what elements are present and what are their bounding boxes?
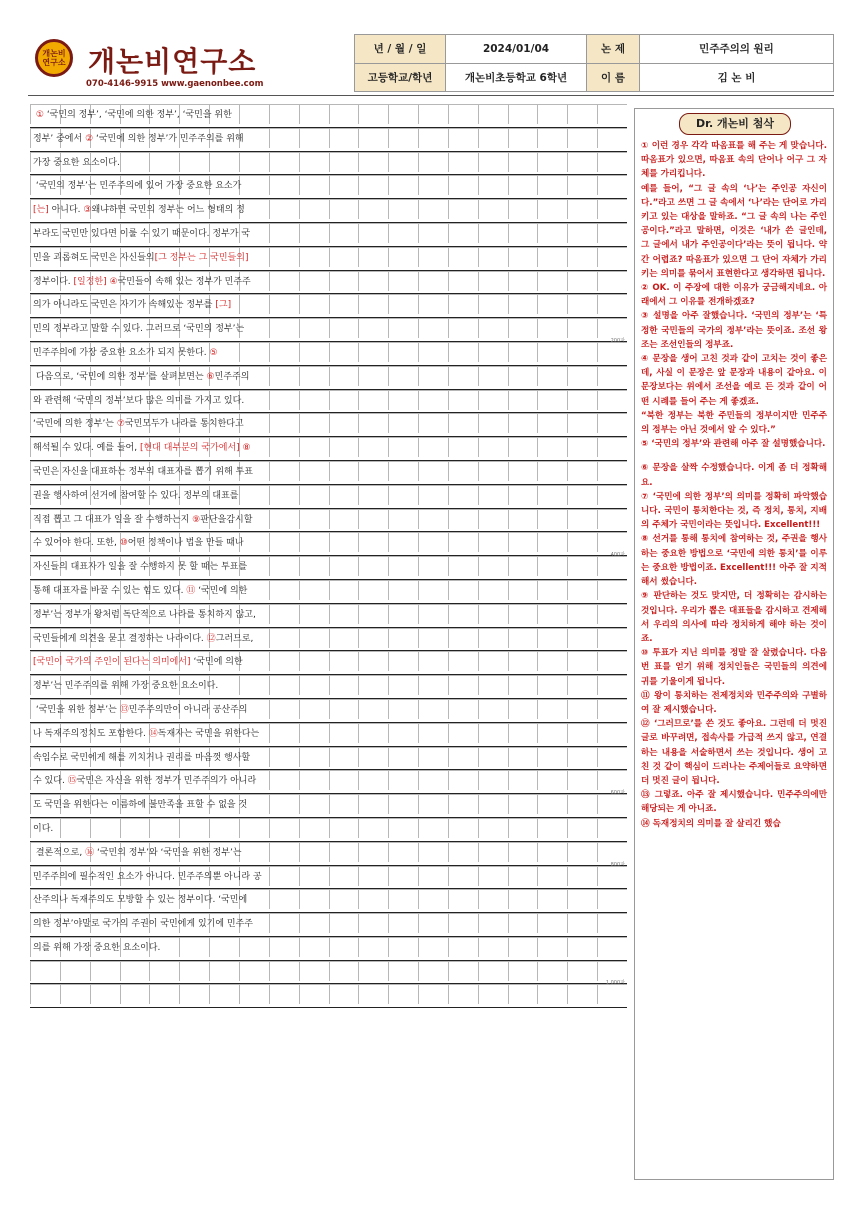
essay-line: 국민은 자신을 대표하는 정부의 대표자를 뽑기 위해 투표 — [33, 466, 253, 477]
grid-cell — [567, 961, 597, 981]
comment-item: ① 이런 경우 각각 따옴표를 해 주는 게 맞습니다. 따옴표가 있으면, 따옴표 속의 단어나 어구 그 자체를 가리킵니다. — [641, 141, 827, 180]
manuscript-grid — [30, 104, 627, 1008]
grid-row — [30, 294, 627, 318]
grid-cell — [537, 961, 567, 981]
comment-item: “북한 정부는 북한 주민들의 정부이지만 민주주의 정부는 아닌 것에서 알 수 있다.” — [641, 410, 827, 436]
comment-item: ⑩ 투표가 지닌 의미를 정말 잘 살렸습니다. 다음 번 표를 얻기 위해 정치인들은 국민들의 의견에 귀를 기울이게 됩니다. — [641, 648, 827, 687]
logo-badge — [35, 39, 73, 77]
grid-row — [30, 861, 627, 890]
grid-row — [30, 937, 627, 961]
grid-cell — [358, 961, 388, 981]
char-counter: 1,000자 — [605, 980, 625, 987]
essay-line: 도 국민을 위한다는 이름하에 불만족을 표할 수 없을 것 — [33, 800, 248, 811]
comment-item: ⑥ 문장을 살짝 수정했습니다. 이게 좀 더 정확해요. — [641, 463, 827, 488]
grid-cell — [478, 984, 508, 1004]
essay-line: 민주주의에 가장 중요한 요소가 되지 못한다. ⑤ — [33, 347, 218, 358]
grid-cell — [120, 984, 150, 1004]
essay-line: 해석될 수 있다. 예를 들어, [현대 대부분의 국가에서] ⑧ — [33, 443, 251, 454]
grid-row — [30, 604, 627, 628]
grid-row — [30, 104, 627, 128]
essay-line: 정부’는 정부가 왕처럼 독단적으로 나라를 통치하지 않고, — [33, 609, 256, 620]
essay-line: 수 있어야 한다. 또한, ⑩어떤 정책이나 법을 만들 때나 — [33, 538, 244, 549]
grid-row — [30, 337, 627, 366]
essay-line: 민을 괴롭혀도 국민은 자신들의[그 정부는 그 국민들의] — [33, 252, 249, 263]
grid-row — [30, 552, 627, 580]
essay-line: 국민들에게 의견을 묻고 결정하는 나라이다. ⑫그러므로, — [33, 633, 254, 644]
grid-cell — [149, 984, 179, 1004]
essay-line: 나 독재주의정치도 포함한다. ⑭독재자는 국민을 위한다는 — [33, 728, 260, 739]
grid-row — [30, 318, 627, 342]
logo-contact: 070-4146-9915 www.gaenonbee.com — [86, 79, 264, 89]
essay-line: 권을 행사하여 선거에 참여할 수 있다. 정부의 대표를 — [33, 490, 239, 501]
grid-row — [30, 628, 627, 652]
date-label: 년 / 월 / 일 — [355, 35, 446, 64]
grid-row — [30, 818, 627, 842]
grid-cell — [299, 984, 329, 1004]
grid-cell — [179, 984, 209, 1004]
grid-cell — [60, 961, 90, 981]
name-value: 김 논 비 — [640, 63, 834, 92]
essay-line: 민주주의에 필수적인 요소가 아니다. 민주주의뿐 아니라 공 — [33, 871, 262, 882]
essay-line: 결론적으로, ⑯ ‘국민의 정부’와 ‘국민을 위한 정부’는 — [33, 847, 242, 858]
grid-row — [30, 461, 627, 485]
grid-row — [30, 770, 627, 797]
essay-line: 민의 정부라고 말할 수 있다. 그러므로 ‘국민의 정부’는 — [33, 324, 245, 335]
grid-row — [30, 675, 627, 699]
grid-cell — [239, 984, 269, 1004]
grid-cell — [508, 961, 538, 981]
comment-item: 예를 들어, “그 글 속의 ‘나’는 주인공 자신이다.”라고 쓰면 그 글 속에서 ‘나’라는 단어로 가리키고 있는 대상을 말하죠. “그 글 속의 나는 주인공이다.”라고 말하면, 이것은 ‘내가 쓴 글인데, 그 글에서 내가 주인공이다’라는 뜻이 됩니다. 약간 어렵죠? 따옴표가 있으면 그 단어 자체가 가리키는 의미를 묶어서 표현한다고 생각하면 됩니다. — [641, 183, 827, 279]
grid-row — [30, 961, 627, 985]
essay-line: 가장 중요한 요소이다. — [33, 157, 120, 168]
grid-row — [30, 723, 627, 747]
grid-row — [30, 271, 627, 295]
grid-cell — [30, 961, 60, 981]
grid-cell — [179, 961, 209, 981]
essay-line: 직접 뽑고 그 대표가 일을 잘 수행하는지 ⑨판단을감시할 — [33, 514, 253, 525]
essay-line: 정부이다. [일정한] ④국민들이 속해 있는 정부가 민주주 — [33, 276, 251, 287]
grid-cell — [567, 984, 597, 1004]
grid-row — [30, 437, 627, 461]
essay-line: 정부’ 중에서 ② ‘국민에 의한 정부’가 민주주의를 위해 — [33, 133, 244, 144]
grid-cell — [30, 984, 60, 1004]
essay-line: 다음으로, ‘국민에 의한 정부’를 살펴보면는 ⑥민주주의 — [33, 371, 250, 382]
grid-cell — [239, 961, 269, 981]
grid-cell — [209, 961, 239, 981]
grid-cell — [388, 961, 418, 981]
grid-row — [30, 128, 627, 152]
grid-row — [30, 199, 627, 223]
topic-value: 민주주의의 원리 — [640, 35, 834, 64]
essay-line: [는] 아니다. ③왜냐하면 국민의 정부는 어느 형태의 정 — [33, 205, 245, 216]
info-table — [354, 34, 834, 92]
essay-line: 의를 위해 가장 중요한 요소이다. — [33, 942, 161, 953]
grid-row — [30, 580, 627, 604]
grade-label: 고등학교/학년 — [355, 63, 446, 92]
grid-cell — [90, 984, 120, 1004]
grid-cell — [418, 984, 448, 1004]
comment-item — [641, 451, 827, 461]
essay-line: 와 관련해 ‘국민의 정부’보다 많은 의미를 가지고 있다. — [33, 395, 245, 406]
grid-cell — [209, 984, 239, 1004]
char-counter: 200자 — [610, 337, 625, 344]
grid-cell — [597, 961, 627, 981]
grid-cell — [90, 961, 120, 981]
grid-cell — [299, 961, 329, 981]
grid-cell — [329, 961, 359, 981]
essay-line: 속임수로 국민에게 해를 끼치거나 권리를 마음껏 행사할 — [33, 752, 251, 763]
grid-row — [30, 413, 627, 437]
grid-row — [30, 842, 627, 866]
grid-row — [30, 980, 627, 1008]
grid-cell — [478, 961, 508, 981]
essay-line: 산주의나 독재주의도 모방할 수 있는 정부이다. ‘국민에 — [33, 895, 248, 906]
essay-line: ‘국민의 정부’는 민주주의에 있어 가장 중요한 요소가 — [33, 181, 242, 192]
comment-body — [641, 139, 827, 831]
grid-cell — [448, 984, 478, 1004]
name-label: 이 름 — [587, 63, 640, 92]
essay-line: 의가 아니라도 국민은 자기가 속해있는 정부를 [그] — [33, 300, 232, 311]
grid-row — [30, 485, 627, 509]
grid-cell — [508, 984, 538, 1004]
comment-item: ⑤ ‘국민의 정부’와 관련해 아주 잘 설명했습니다. — [641, 439, 826, 450]
grid-row — [30, 913, 627, 937]
comment-title: Dr. 개논비 첨삭 — [679, 113, 791, 135]
comment-item: ④ 문장을 생어 고친 것과 같이 고치는 것이 좋은데, 사실 이 문장은 앞 문장과 내용이 같아요. 이 문장보다는 위에서 조선을 예로 든 것과 같이 어떤 시례를 들어 주는 게 좋겠죠. — [641, 354, 827, 407]
grid-cell — [388, 984, 418, 1004]
grid-cell — [149, 961, 179, 981]
grid-cell — [448, 961, 478, 981]
grid-row — [30, 390, 627, 414]
char-counter: 600자 — [610, 790, 625, 797]
comment-item: ③ 설명을 아주 잘했습니다. ‘국민의 정부’는 ‘특정한 국민들의 국가의 정부’라는 뜻이죠. 조선 왕조는 조선인들의 정부죠. — [641, 311, 827, 350]
char-counter: 400자 — [610, 552, 625, 559]
header-divider — [28, 95, 834, 96]
logo-name: 개논비연구소 — [88, 45, 257, 78]
essay-line: 수 있다. ⑮국민은 자신을 위한 정부가 민주주의가 아니라 — [33, 776, 257, 787]
essay-line: 통해 대표자를 바꿀 수 있는 힘도 있다. ⑪ ‘국민에 의한 — [33, 585, 248, 596]
grid-row — [30, 651, 627, 675]
comment-item: ⑪ 왕이 통치하는 전제정치와 민주주의와 구별하여 잘 제시했습니다. — [641, 690, 827, 715]
grid-cell — [418, 961, 448, 981]
comment-panel — [634, 108, 834, 1180]
logo — [30, 34, 330, 94]
grid-row — [30, 366, 627, 390]
grid-row — [30, 175, 627, 199]
grid-cell — [269, 961, 299, 981]
comment-item: ② OK. 이 주장에 대한 이유가 궁금해지네요. 아래에서 그 이유를 전개하겠죠? — [641, 283, 827, 308]
essay-line: ① ‘국민의 정부’, ‘국민에 의한 정부’, ‘국민을 위한 — [35, 110, 232, 120]
grade-value: 개논비초등학교 6학년 — [446, 63, 587, 92]
essay-line: ‘국민에 의한 정부’는 ⑦국민모두가 나라를 통치한다고 — [33, 419, 244, 430]
grid-row — [30, 747, 627, 771]
grid-row — [30, 247, 627, 271]
grid-row — [30, 532, 627, 559]
essay-line: 정부’는 민주주의를 위해 가장 중요한 요소이다. — [33, 681, 219, 692]
comment-item: ⑬ 그렇죠. 아주 잘 제시했습니다. 민주주의에만 해당되는 게 아니죠. — [641, 790, 827, 815]
essay-line: 이다. — [33, 823, 54, 834]
comment-item: ⑧ 선거를 통해 통치에 참여하는 것, 주권을 행사하는 중요한 방법으로 ‘국민에 의한 통치’를 이루는 중요한 방법이죠. Excellent!!! 아주 잘 지적해서 썼습니다. — [641, 534, 827, 588]
grid-cell — [537, 984, 567, 1004]
comment-item: ⑨ 판단하는 것도 맞지만, 더 정확히는 감시하는 것입니다. 우리가 뽑은 대표들을 감시하고 견제해서 우리의 의사에 따라 정치하게 해야 하는 것이죠. — [641, 591, 827, 644]
grid-row — [30, 152, 627, 176]
grid-row — [30, 790, 627, 818]
logo-badge-text: 개논비 연구소 — [42, 49, 66, 67]
grid-row — [30, 223, 627, 247]
essay-line: 부라도 국민만 있다면 이룰 수 있기 때문이다. 정부가 국 — [33, 228, 251, 239]
essay-line: [국민이 국가의 주인이 된다는 의미에서] ‘국민에 의한 — [33, 657, 243, 668]
grid-cell — [329, 984, 359, 1004]
essay-line: ‘국민을 위한 정부’는 ⑬민주주의만이 아니라 공산주의 — [33, 704, 248, 715]
grid-row — [30, 509, 627, 533]
grid-cell — [269, 984, 299, 1004]
comment-item: ⑦ ‘국민에 의한 정부’의 의미를 정확히 파악했습니다. 국민이 통치한다는 것, 즉 정치, 통치, 지배의 주체가 국민이라는 뜻입니다. Excellent!!! — [641, 491, 827, 531]
essay-line: 자신들의 대표자가 일을 잘 수행하지 못 할 때는 투표를 — [33, 562, 248, 573]
grid-row — [30, 889, 627, 913]
comment-item: ⑭ 독재정치의 의미를 잘 살리긴 했습 — [641, 818, 781, 829]
grid-row — [30, 699, 627, 723]
grid-cell — [358, 984, 388, 1004]
char-counter: 800자 — [610, 861, 625, 868]
topic-label: 논 제 — [587, 35, 640, 64]
date-value: 2024/01/04 — [446, 35, 587, 64]
comment-item: ⑫ ‘그러므로’를 쓴 것도 좋아요. 그런데 더 멋진 글로 바꾸려면, 접속사를 가급적 쓰지 않고, 연결하는 내용을 서술하면서 쓰는 것입니다. 생어 고친 것 같이 핵심이 드러나는 주제어들로 요약하면 더 멋진 글이 됩니다. — [641, 719, 827, 786]
grid-cell — [120, 961, 150, 981]
grid-cell — [597, 984, 627, 1004]
grid-cell — [60, 984, 90, 1004]
essay-line: 의한 정부’야말로 국가의 주권이 국민에게 있기에 민주주 — [33, 919, 253, 930]
